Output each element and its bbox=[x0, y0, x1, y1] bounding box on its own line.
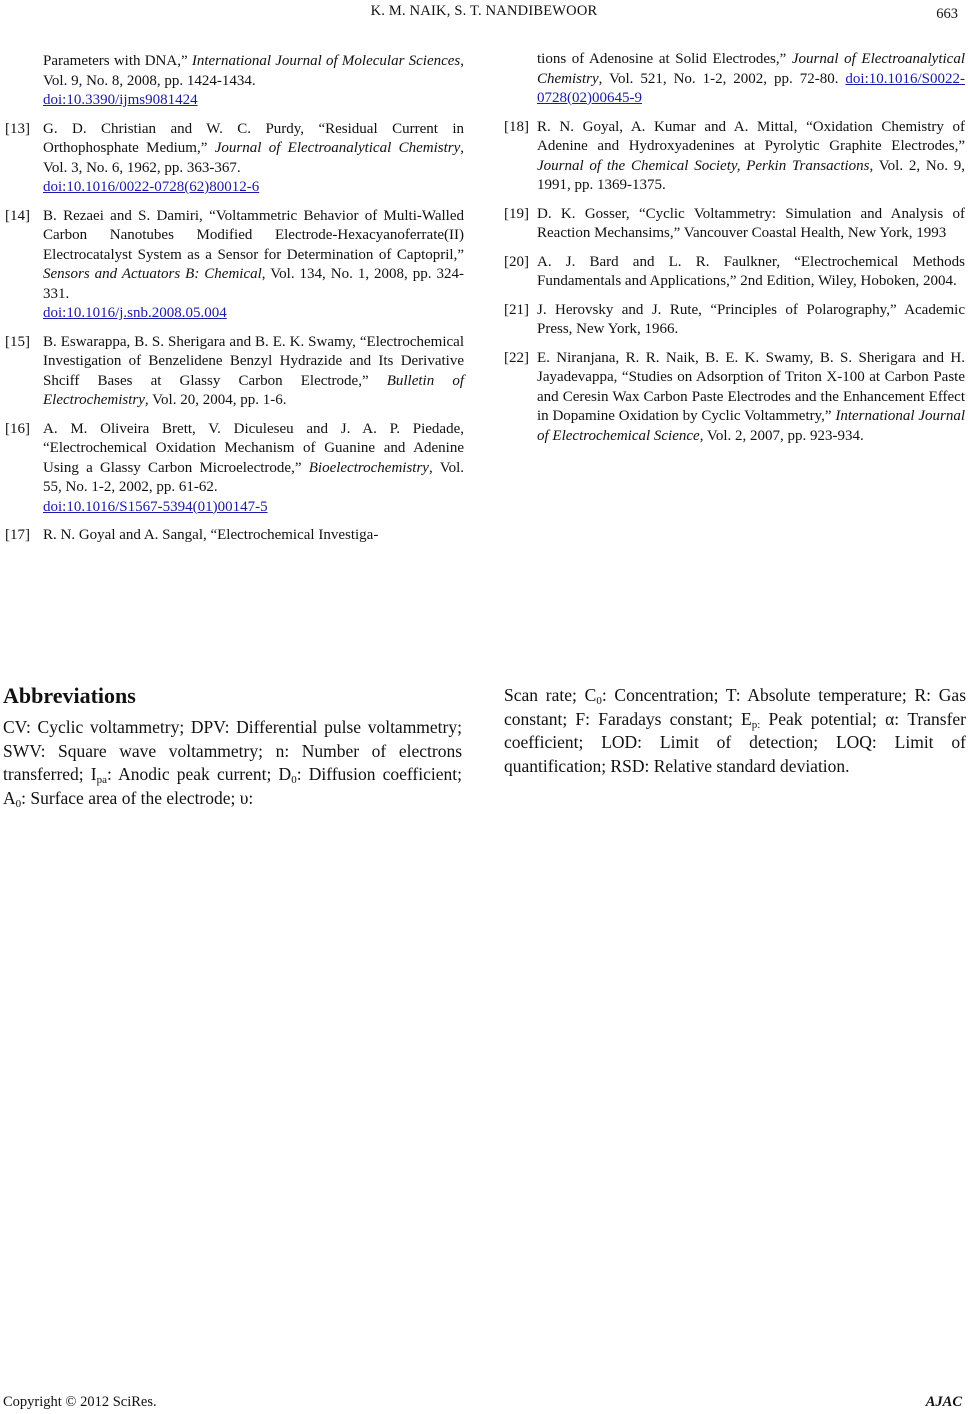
abbreviations-heading: Abbreviations bbox=[3, 683, 136, 708]
reference-17: [17] R. N. Goyal and A. Sangal, “Electrochemical Investiga- bbox=[5, 526, 464, 546]
doi-link[interactable]: doi:10.3390/ijms9081424 bbox=[43, 92, 198, 108]
reference-18: [18] R. N. Goyal, A. Kumar and A. Mittal, “Oxidation Chemistry of Adenine and Hydroxyadenines at Pyrolytic Graphite Electrodes,” Journal of the Chemical Society, Perkin Transactions, Vol. 2, No. 9, 1991, pp. 1369-1375. bbox=[504, 118, 965, 196]
reference-19 bbox=[504, 205, 965, 244]
reference-21 bbox=[504, 301, 965, 340]
abbreviations-text-right: Scan rate; $C_0$: Concentration; T: Absolute temperature; R: Gas constant; F: Faradays constant; $E_{p:}$ Peak potential; α: Transfer coefficient; LOD: Limit of detection; LOQ: Limit of quantification; RSD: Relative standard deviation. bbox=[504, 685, 967, 776]
reference-17-continuation: tions of Adenosine at Solid Electrodes,” Journal of Electroanalytical Chemistry, Vol. 521, No. 1-2, 2002, pp. 72-80. doi:10.1016/S0022-0728(02)00645-9 bbox=[537, 51, 965, 106]
reference-number: [16] bbox=[5, 420, 30, 437]
reference-number: [17] bbox=[5, 527, 30, 543]
doi-link[interactable]: doi:10.1016/S0022-0728(02)00645-9 bbox=[537, 70, 965, 106]
reference-16: [16] A. M. Oliveira Brett, V. Diculeseu and J. A. P. Piedade, “Electrochemical Oxidation Mechanism of Guanine and Adenine Using a Glassy Carbon Microelectrode,” Bioelectrochemistry, Vol. 55, No. 1-2, 2002, pp. 61-62. doi:10.1016/S1567-5394(01)00147-5 bbox=[5, 420, 464, 518]
journal-abbreviation: AJAC bbox=[925, 1394, 962, 1410]
journal-title: Journal of Electroanalytical Chemistry bbox=[214, 140, 461, 156]
reference-text: A. J. Bard and L. R. Faulkner, “Electrochemical Methods Fundamentals and Applications,” 2nd Edition, Wiley, Hoboken, 2004. bbox=[537, 253, 965, 289]
reference-13: [13] G. D. Christian and W. C. Purdy, “Residual Current in Orthophosphate Medium,” Journal of Electroanalytical Chemistry, Vol. 3, No. 6, 1962, pp. 363-367. doi:10.1016/0022-0728(62)80012-6 bbox=[5, 120, 464, 198]
reference-number: [22] bbox=[504, 349, 529, 366]
doi-link[interactable]: doi:10.1016/0022-0728(62)80012-6 bbox=[43, 179, 260, 195]
journal-title: Sensors and Actuators B: Chemical bbox=[43, 266, 262, 282]
references-right-column bbox=[504, 50, 965, 455]
journal-title: Journal of Electroanalytical Chemistry bbox=[537, 51, 965, 87]
reference-number: [13] bbox=[5, 120, 30, 137]
reference-number: [18] bbox=[504, 118, 529, 135]
reference-20 bbox=[504, 253, 965, 292]
journal-title: Bulletin of Electrochemistry bbox=[43, 372, 464, 408]
reference-15: [15] B. Eswarappa, B. S. Sherigara and B. E. K. Swamy, “Electrochemical Investigation of Benzelidene Benzyl Hydrazide and Its Derivative Shciff Bases at Glassy Carbon Electrode,” Bulletin of Electrochemistry, Vol. 20, 2004, pp. 1-6. bbox=[5, 333, 464, 411]
doi-link[interactable]: doi:10.1016/j.snb.2008.05.004 bbox=[43, 305, 227, 321]
reference-number: [15] bbox=[5, 333, 30, 350]
reference-12-continuation: Parameters with DNA,” International Journal of Molecular Sciences, Vol. 9, No. 8, 2008, pp. 1424-1434. doi:10.3390/ijms9081424 bbox=[43, 53, 464, 108]
reference-number: [19] bbox=[504, 205, 529, 222]
reference-text: D. K. Gosser, “Cyclic Voltammetry: Simulation and Analysis of Reaction Mechansims,” Vancouver Coastal Health, New York, 1993 bbox=[537, 205, 965, 241]
references-left-column bbox=[5, 52, 464, 555]
reference-number: [21] bbox=[504, 301, 529, 318]
journal-title: Journal of the Chemical Society, Perkin Transactions bbox=[537, 157, 870, 174]
copyright-notice: Copyright © 2012 SciRes. bbox=[3, 1394, 157, 1410]
reference-22: [22] E. Niranjana, R. R. Naik, B. E. K. Swamy, B. S. Sherigara and H. Jayadevappa, “Studies on Adsorption of Triton X-100 at Carbon Paste and Ceresin Wax Carbon Paste Electrodes and the Enhancement Effect in Dopamine Oxidation by Cyclic Voltammetry,” International Journal of Electrochemical Science, Vol. 2, 2007, pp. 923-934. bbox=[504, 349, 965, 447]
journal-title: International Journal of Electrochemical Science bbox=[537, 408, 965, 444]
reference-number: [14] bbox=[5, 207, 30, 224]
reference-number: [20] bbox=[504, 253, 529, 270]
journal-title: Bioelectrochemistry bbox=[308, 459, 429, 476]
reference-14: [14] B. Rezaei and S. Damiri, “Voltammetric Behavior of Multi-Walled Carbon Nanotubes Modified Electrode-Hexacyanoferrate(II) Electrocatalyst System as a Sensor for Determination of Captopril,” Sensors and Actuators B: Chemical, Vol. 134, No. 1, 2008, pp. 324-331. doi:10.1016/j.snb.2008.05.004 bbox=[5, 207, 464, 324]
running-header-authors: K. M. NAIK, S. T. NANDIBEWOOR bbox=[370, 3, 598, 19]
reference-text: J. Herovsky and J. Rute, “Principles of Polarography,” Academic Press, New York, 1966. bbox=[537, 301, 965, 337]
journal-title: International Journal of Molecular Sciences bbox=[191, 53, 461, 69]
page-number: 663 bbox=[936, 6, 958, 22]
abbreviations-text-left: CV: Cyclic voltammetry; DPV: Differential pulse voltammetry; SWV: Square wave voltammetry; n: Number of electrons transferred; $I_{pa}$: Anodic peak current; $D_0$: Diffusion coefficient; $A_0$: Surface area of the electrode; υ: bbox=[3, 717, 462, 810]
doi-link[interactable]: doi:10.1016/S1567-5394(01)00147-5 bbox=[43, 498, 268, 515]
